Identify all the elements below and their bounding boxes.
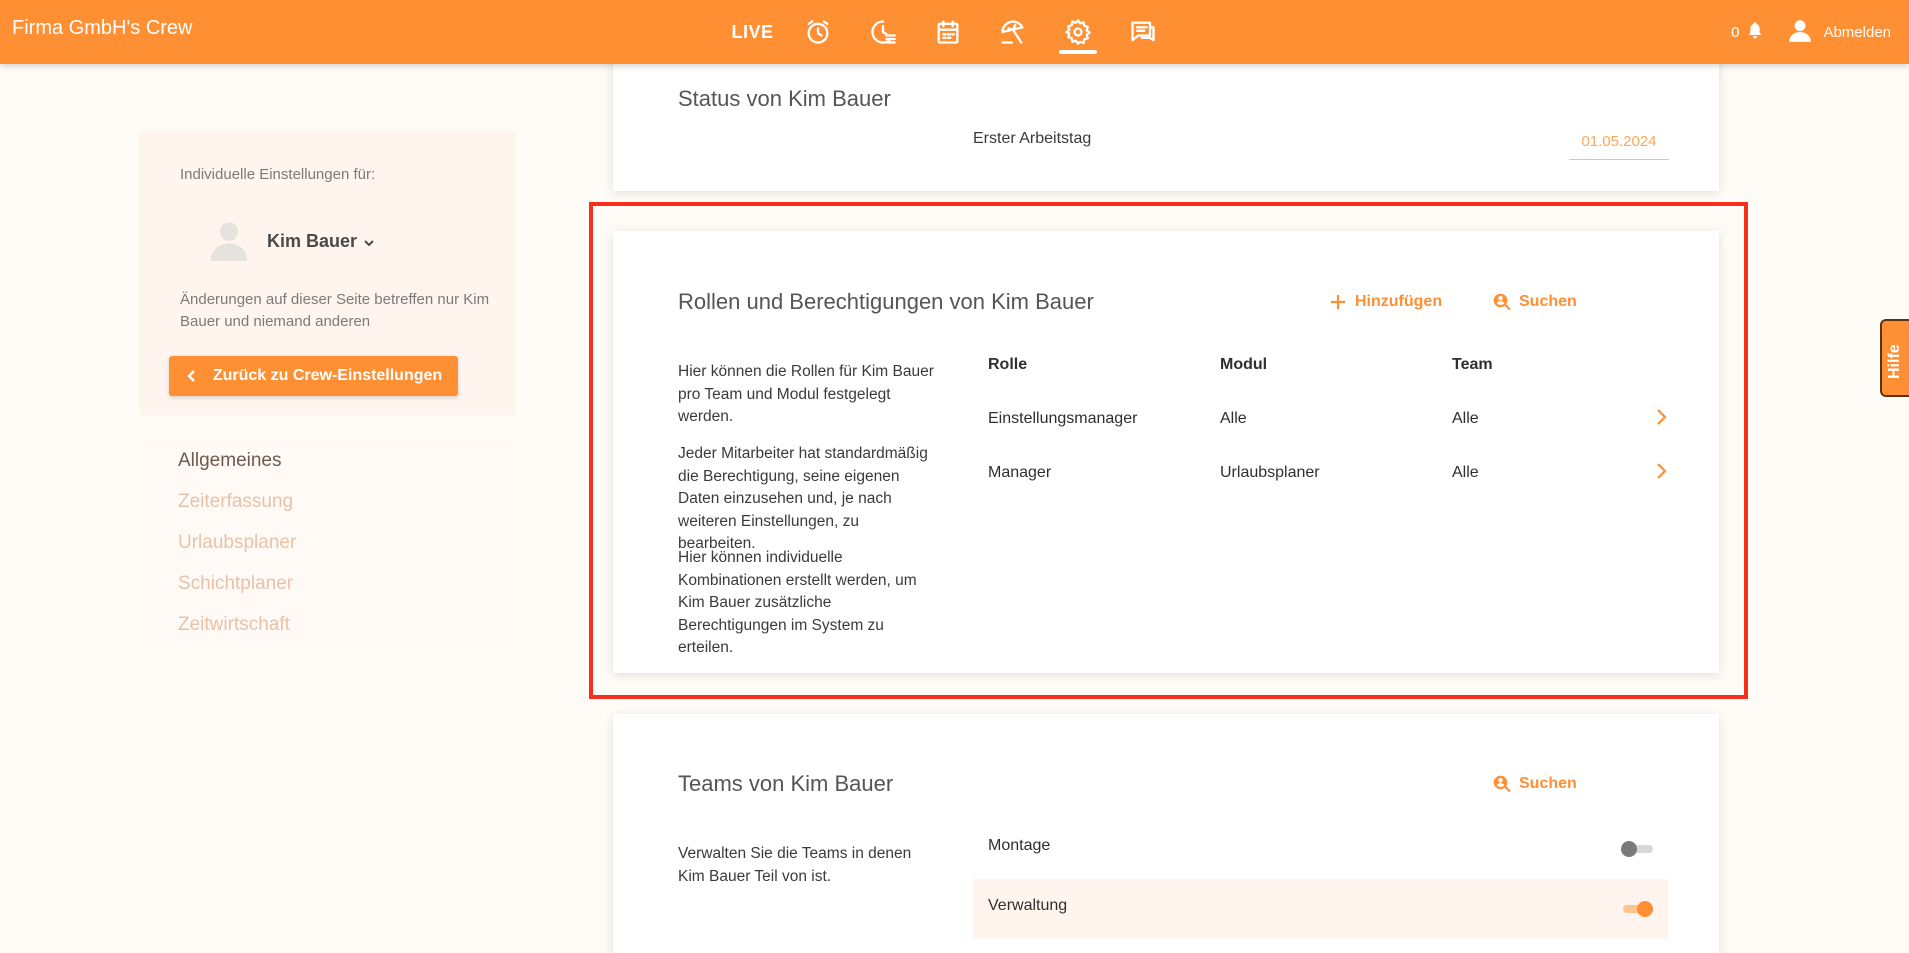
nav-live[interactable] — [720, 0, 785, 64]
add-role-button[interactable] — [1329, 293, 1442, 311]
user-icon[interactable] — [1787, 17, 1813, 47]
status-card-title: Status von Kim Bauer — [678, 86, 891, 111]
menu-item-urlaubsplaner[interactable]: Urlaubsplaner — [178, 532, 297, 553]
settings-menu — [139, 440, 516, 652]
first-workday-input[interactable]: 01.05.2024 — [1569, 130, 1669, 160]
roles-card — [613, 231, 1719, 673]
plus-icon — [1329, 293, 1347, 311]
gear-icon — [1064, 18, 1092, 46]
settings-for-label: Individuelle Einstellungen für: — [180, 166, 376, 183]
row-1-role: Einstellungsmanager — [988, 410, 1138, 427]
top-right-actions — [1731, 0, 1891, 64]
settings-note: Änderungen auf dieser Seite betreffen nur Kim Bauer und niemand anderen — [180, 291, 490, 330]
chevron-right-icon — [1654, 408, 1668, 426]
team-row-verwaltung — [973, 879, 1668, 939]
bell-icon[interactable] — [1745, 20, 1765, 44]
beach-umbrella-icon — [999, 18, 1027, 46]
notification-count: 0 — [1731, 23, 1740, 41]
menu-item-zeitwirtschaft[interactable]: Zeitwirtschaft — [178, 614, 290, 635]
nav-settings[interactable] — [1045, 0, 1110, 64]
user-selector[interactable] — [207, 217, 375, 266]
chat-icon — [1129, 18, 1157, 46]
team-row-montage — [973, 819, 1668, 879]
row-1-team: Alle — [1452, 410, 1479, 427]
team-name: Montage — [988, 837, 1051, 854]
back-to-crew-settings-button[interactable] — [169, 356, 458, 396]
team-membership-toggle[interactable] — [1621, 901, 1653, 917]
status-card — [613, 50, 1719, 191]
back-button-label: Zurück zu Crew-Einstellungen — [212, 367, 443, 384]
roles-description-3: Hier können individuelle Kombinationen erstellt werden, um Kim Bauer zusätzliche Berechtigungen im System zu erteilen. — [678, 549, 917, 656]
menu-item-zeiterfassung[interactable]: Zeiterfassung — [178, 491, 294, 512]
roles-description-2: Jeder Mitarbeiter hat standardmäßig die Berechtigung, seine eigenen Daten einzusehen und, je nach weiteren Einstellungen, zu bearbeiten. — [678, 445, 928, 552]
chevron-down-icon — [363, 236, 375, 248]
nav-live-label: LIVE — [731, 21, 774, 42]
top-bar — [0, 0, 1909, 64]
selected-user-name: Kim Bauer — [267, 231, 358, 251]
add-role-label: Hinzufügen — [1355, 293, 1443, 310]
teams-description: Verwalten Sie die Teams in denen Kim Bauer Teil von ist. — [678, 845, 912, 885]
menu-item-schichtplaner[interactable]: Schichtplaner — [178, 573, 294, 594]
teams-card-title: Teams von Kim Bauer — [678, 771, 894, 796]
row-1-open-chevron[interactable] — [1654, 408, 1668, 426]
search-user-icon — [1493, 775, 1511, 793]
nav-messages[interactable] — [1110, 0, 1175, 64]
team-membership-toggle[interactable] — [1621, 841, 1653, 857]
brand-title: Firma GmbH's Crew — [12, 17, 193, 39]
row-2-module: Urlaubsplaner — [1220, 464, 1320, 481]
user-settings-panel — [139, 131, 516, 415]
help-tab[interactable] — [1880, 319, 1909, 397]
logout-link[interactable]: Abmelden — [1823, 23, 1891, 41]
nav-calendar[interactable] — [915, 0, 980, 64]
nav-time-tracking[interactable] — [785, 0, 850, 64]
alarm-clock-icon — [804, 18, 832, 46]
row-2-team: Alle — [1452, 464, 1479, 481]
roles-card-title: Rollen und Berechtigungen von Kim Bauer — [678, 289, 1094, 314]
menu-item-allgemeines[interactable]: Allgemeines — [178, 450, 282, 471]
roles-description-1: Hier können die Rollen für Kim Bauer pro Team und Modul festgelegt werden. — [678, 363, 934, 425]
help-tab-label: Hilfe — [1886, 344, 1903, 379]
search-roles-label: Suchen — [1519, 293, 1577, 310]
first-workday-label: Erster Arbeitstag — [973, 130, 1092, 147]
column-header-team: Team — [1452, 356, 1493, 373]
main-nav — [720, 0, 1175, 64]
chevron-right-icon — [1654, 462, 1668, 480]
time-list-icon — [869, 18, 897, 46]
nav-time-list[interactable] — [850, 0, 915, 64]
calendar-icon — [934, 18, 962, 46]
avatar — [207, 217, 251, 266]
row-1-module: Alle — [1220, 410, 1247, 427]
search-user-icon — [1493, 293, 1511, 311]
column-header-rolle: Rolle — [988, 356, 1028, 373]
team-name: Verwaltung — [988, 897, 1068, 914]
row-2-open-chevron[interactable] — [1654, 462, 1668, 480]
column-header-modul: Modul — [1220, 356, 1268, 373]
chevron-left-icon — [185, 369, 199, 383]
search-roles-button[interactable] — [1493, 293, 1577, 311]
row-2-role: Manager — [988, 464, 1052, 481]
search-teams-label: Suchen — [1519, 775, 1577, 792]
nav-vacation[interactable] — [980, 0, 1045, 64]
teams-card — [613, 714, 1719, 953]
search-teams-button[interactable] — [1493, 775, 1577, 793]
